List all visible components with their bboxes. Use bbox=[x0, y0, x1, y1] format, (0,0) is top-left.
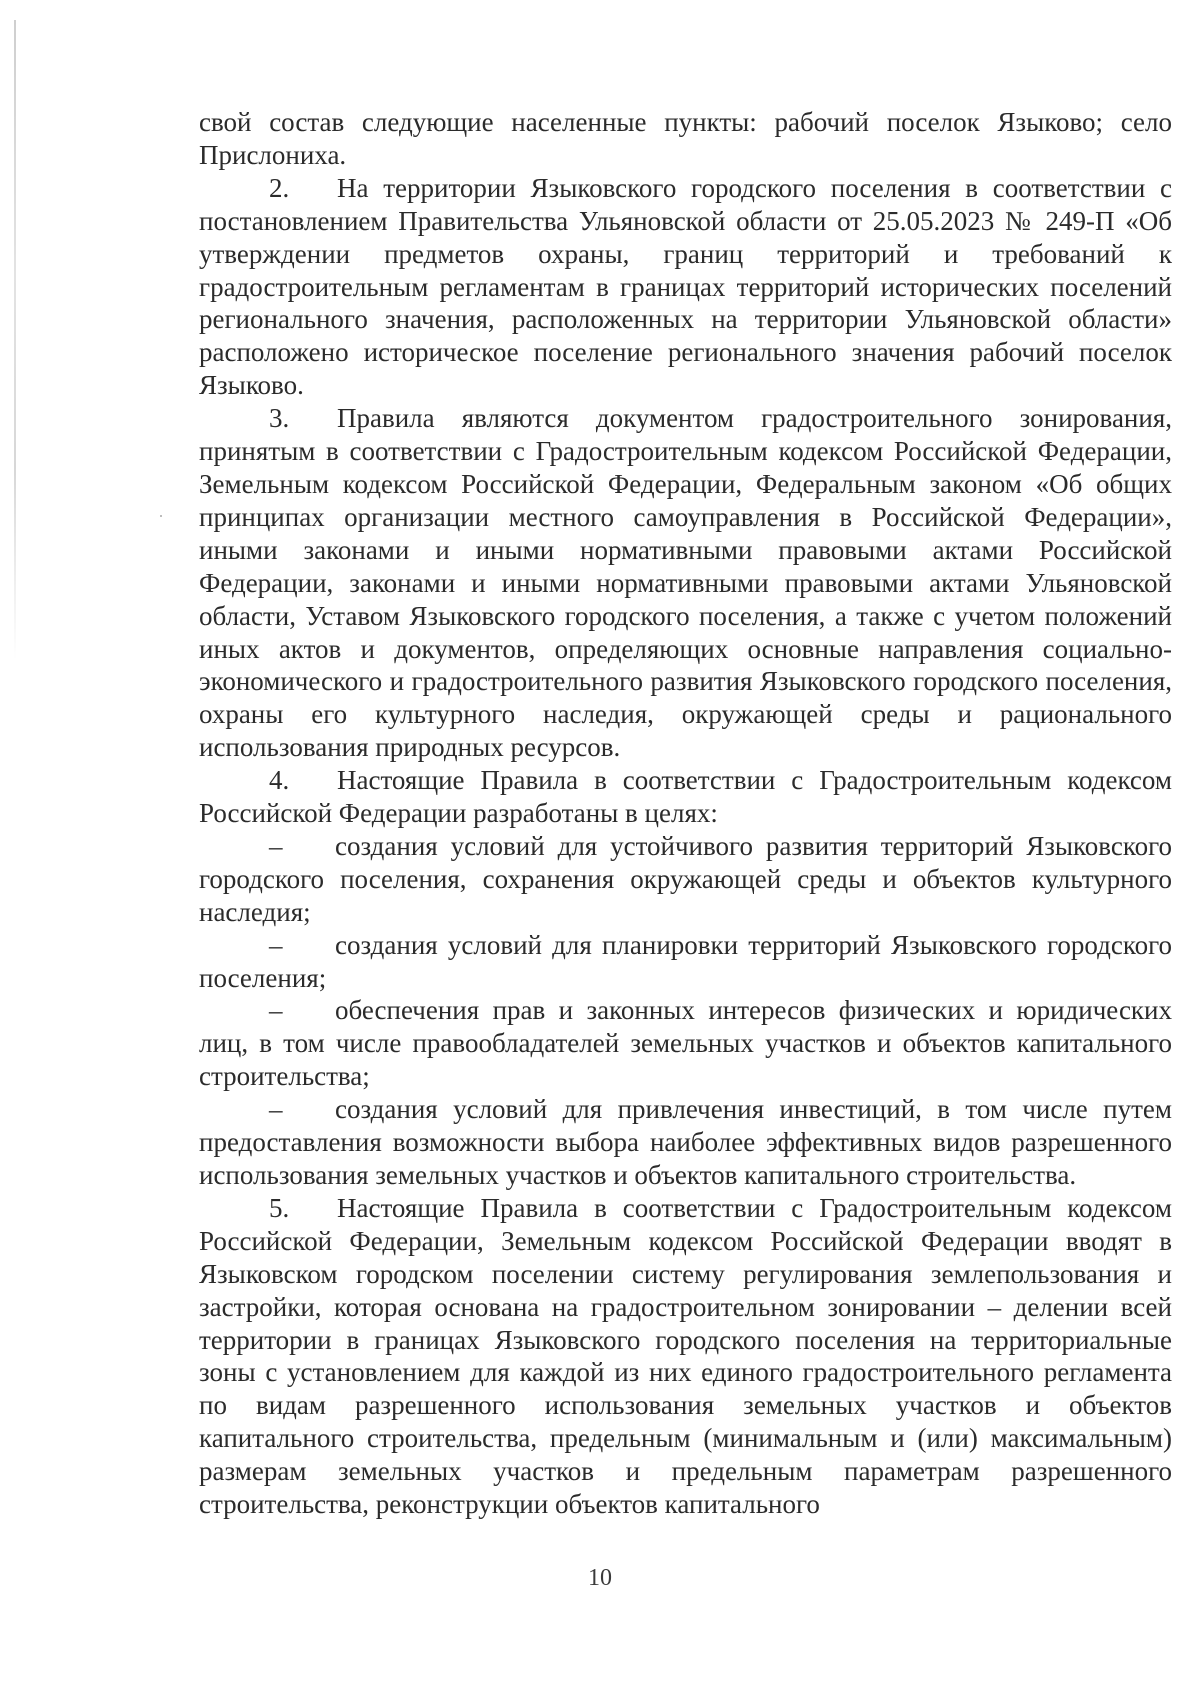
paragraph-number: 2. bbox=[269, 172, 290, 203]
list-dash: – bbox=[269, 1094, 283, 1125]
paragraph-number: 3. bbox=[269, 403, 290, 434]
list-dash: – bbox=[269, 830, 283, 861]
list-dash: – bbox=[269, 929, 283, 960]
paragraph-item-4 bbox=[199, 764, 1172, 830]
document-body bbox=[199, 106, 1172, 1521]
paragraph-text: Настоящие Правила в соответствии с Градостроительным кодексом Российской Федерации разработаны в целях: bbox=[199, 765, 1172, 829]
paragraph-text: Настоящие Правила в соответствии с Градостроительным кодексом Российской Федерации, Земельным кодексом Российской Федерации вводят в Языковском городском поселении систему регулирования землепользования и застройки, которая основана на градостроительном зонировании – делении всей территории в границах Языковского городского поселения на территориальные зоны с установлением для каждой из них единого градостроительного регламента по видам разрешенного использования земельных участков и объектов капитального строительства, предельным (минимальным и (или) максимальным) размерам земельных участков и предельным параметрам разрешенного строительства, реконструкции объектов капитального bbox=[199, 1192, 1172, 1520]
page-number: 10 bbox=[588, 1565, 612, 1591]
paragraph-continuation bbox=[199, 106, 1172, 172]
list-item-goal-4 bbox=[199, 1093, 1172, 1192]
list-item-text: обеспечения прав и законных интересов физических и юридических лиц, в том числе правообладателей земельных участков и объектов капитального строительства; bbox=[199, 995, 1172, 1092]
list-item-text: создания условий для устойчивого развития территорий Языковского городского поселения, сохранения окружающей среды и объектов культурного наследия; bbox=[199, 830, 1172, 927]
paragraph-number: 4. bbox=[269, 765, 290, 796]
list-item-goal-2 bbox=[199, 929, 1172, 995]
list-item-text: создания условий для планировки территорий Языковского городского поселения; bbox=[199, 929, 1172, 993]
paragraph-item-5 bbox=[199, 1192, 1172, 1521]
paragraph-item-3 bbox=[199, 402, 1172, 764]
list-item-text: создания условий для привлечения инвестиций, в том числе путем предоставления возможности выбора наиболее эффективных видов разрешенного использования земельных участков и объектов капитального строительства. bbox=[199, 1094, 1172, 1190]
paragraph-text: На территории Языковского городского поселения в соответствии с постановлением Правительства Ульяновской области от 25.05.2023 № 249-П «Об утверждении предметов охраны, границ территорий и требований к градостроительным регламентам в границах территорий исторических поселений регионального значения, расположенных на территории Ульяновской области» расположено историческое поселение регионального значения рабочий поселок Языково. bbox=[199, 172, 1172, 401]
paragraph-item-2 bbox=[199, 172, 1172, 402]
list-item-goal-1 bbox=[199, 830, 1172, 929]
paragraph-text: свой состав следующие населенные пункты: рабочий поселок Языково; село Прислониха. bbox=[199, 107, 1172, 170]
list-dash: – bbox=[269, 995, 283, 1026]
scan-edge-shadow bbox=[14, 20, 16, 660]
paragraph-number: 5. bbox=[269, 1192, 290, 1223]
paragraph-text: Правила являются документом градостроительного зонирования, принятым в соответствии с Градостроительным кодексом Российской Федерации, Земельным кодексом Российской Федерации, Федеральным законом «Об общих принципах организации местного самоуправления в Российской Федерации», иными законами и иными нормативными правовыми актами Российской Федерации, законами и иными нормативными правовыми актами Ульяновской области, Уставом Языковского городского поселения, а также с учетом положений иных актов и документов, определяющих основные направления социально-экономического и градостроительного развития Языковского городского поселения, охраны его культурного наследия, окружающей среды и рационального использования природных ресурсов. bbox=[199, 403, 1172, 763]
scan-speck bbox=[160, 515, 162, 517]
list-item-goal-3 bbox=[199, 994, 1172, 1093]
